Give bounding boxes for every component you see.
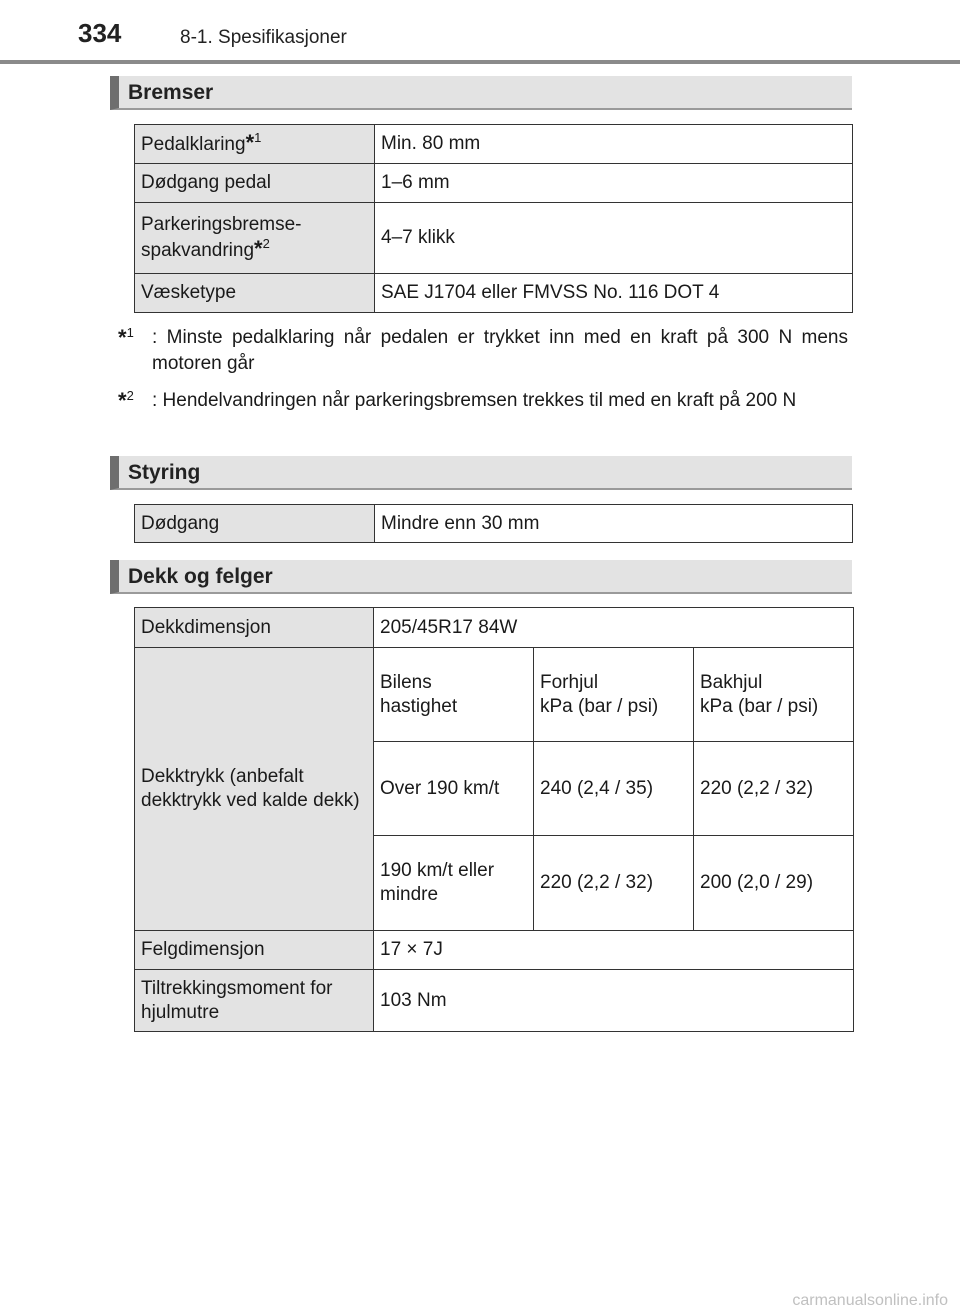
chapter-title: 8-1. Spesifikasjoner: [180, 27, 347, 48]
table-row: [135, 931, 854, 970]
section-title: Dekk og felger: [128, 565, 273, 588]
column-header: Bakhjul kPa (bar / psi): [694, 648, 854, 742]
cell-value: SAE J1704 eller FMVSS No. 116 DOT 4: [375, 274, 853, 313]
footnote-ref: 1: [254, 130, 262, 145]
page-number: 334: [78, 18, 122, 48]
cell-label: Dødgang: [135, 505, 375, 543]
cell-value: 4–7 klikk: [375, 203, 853, 274]
column-header: Bilens hastighet: [374, 648, 534, 742]
cell-value: 1–6 mm: [375, 164, 853, 203]
cell-value: Min. 80 mm: [375, 125, 853, 164]
cell-label: Parkeringsbremse- spakvandring*$^2$: [135, 203, 375, 274]
cell-front: 240 (2,4 / 35): [534, 742, 694, 836]
cell-label: Dekktrykk (anbefalt dekktrykk ved kalde dekk): [135, 648, 374, 931]
tires-table: [134, 607, 854, 1032]
steering-table: [134, 504, 853, 543]
footnote-ref: 2: [262, 236, 270, 251]
section-title: Styring: [128, 461, 201, 484]
footnote-1: *$^1$ : Minste pedalklaring når pedalen er trykket inn med en kraft på 300 N mens motoren går: [118, 325, 848, 374]
cell-value: 103 Nm: [374, 970, 854, 1032]
table-row: [135, 274, 853, 313]
column-header: Forhjul kPa (bar / psi): [534, 648, 694, 742]
cell-front: 220 (2,2 / 32): [534, 836, 694, 931]
cell-label: Tiltrekkingsmoment for hjulmutre: [135, 970, 374, 1032]
cell-value: 205/45R17 84W: [374, 608, 854, 648]
footer-watermark: carmanualsonline.info: [792, 1292, 948, 1309]
section-tires-heading: [110, 560, 852, 594]
cell-label: Felgdimensjon: [135, 931, 374, 970]
section-brakes-heading: [110, 76, 852, 110]
table-row: [135, 203, 853, 274]
brakes-table: [134, 124, 853, 313]
section-title: Bremser: [128, 81, 214, 104]
header-rule: [0, 60, 960, 64]
table-row: [135, 648, 854, 742]
cell-label: Væsketype: [135, 274, 375, 313]
cell-rear: 220 (2,2 / 32): [694, 742, 854, 836]
table-row: [135, 608, 854, 648]
cell-speed: 190 km/t eller mindre: [374, 836, 534, 931]
cell-speed: Over 190 km/t: [374, 742, 534, 836]
section-steering-heading: [110, 456, 852, 490]
footnote-2: *$^2$ : Hendelvandringen når parkeringsbremsen trekkes til med en kraft på 200 N: [118, 388, 797, 413]
cell-value: 17 × 7J: [374, 931, 854, 970]
table-row: [135, 505, 853, 543]
cell-label: Dekkdimensjon: [135, 608, 374, 648]
table-row: [135, 164, 853, 203]
cell-value: Mindre enn 30 mm: [375, 505, 853, 543]
table-row: [135, 970, 854, 1032]
cell-label: Dødgang pedal: [135, 164, 375, 203]
cell-label: Pedalklaring*$^1$: [135, 125, 375, 164]
table-row: [135, 125, 853, 164]
cell-rear: 200 (2,0 / 29): [694, 836, 854, 931]
